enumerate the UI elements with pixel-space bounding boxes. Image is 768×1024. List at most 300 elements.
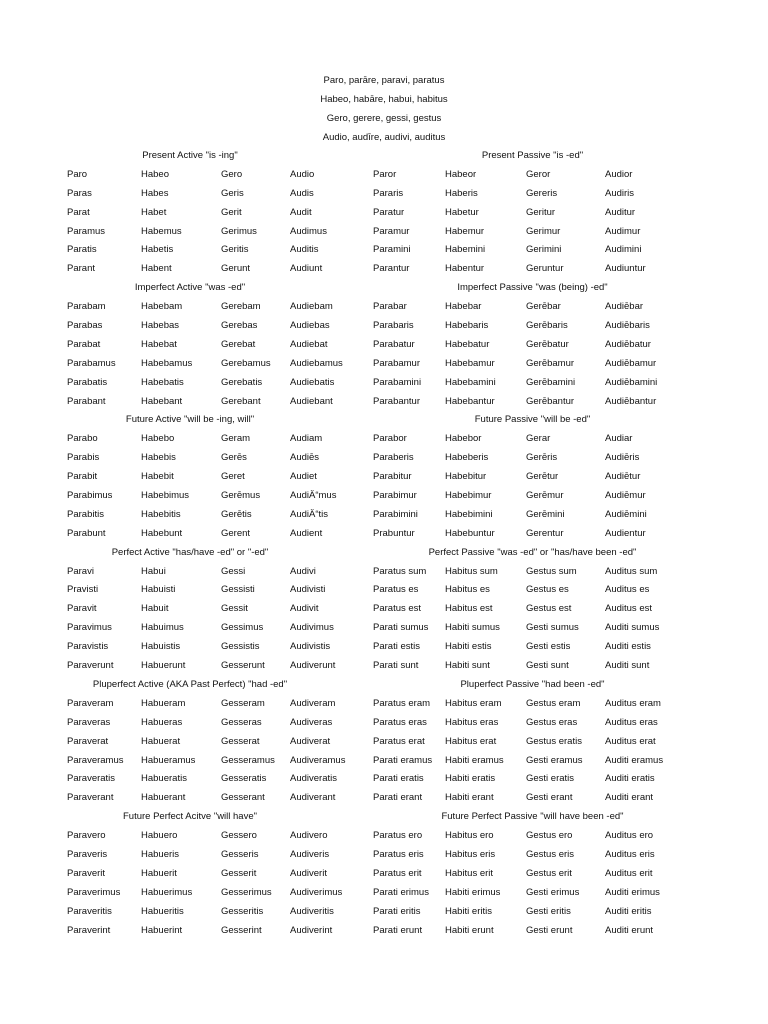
verb-form-cell: Parati erunt [373, 924, 423, 936]
verb-form-cell: Gerit [221, 206, 242, 218]
verb-form-cell: Auditus est [605, 603, 652, 615]
verb-form-cell: Habebimus [141, 490, 190, 502]
future-active-header: Future Active "will be -ing, will" [125, 414, 255, 426]
verb-form-cell: Audiēbar [605, 301, 644, 313]
verb-form-cell: AudiÄ“mus [290, 490, 337, 502]
verb-form-cell: Habebitur [445, 471, 487, 483]
verb-form-cell: Paraverat [67, 735, 109, 747]
verb-form-cell: Audio [290, 168, 315, 180]
verb-form-cell: Gero [221, 168, 243, 180]
verb-form-cell: Parabamini [373, 376, 422, 388]
verb-form-cell: Parabant [67, 395, 106, 407]
verb-form-cell: Audimini [605, 244, 642, 256]
verb-form-cell: Habitus est [445, 603, 493, 615]
verb-form-cell: Habebas [141, 320, 180, 332]
verb-form-cell: Habebar [445, 301, 482, 313]
verb-form-cell: Paratus sum [373, 565, 427, 577]
verb-form-cell: Habuisti [141, 584, 176, 596]
verb-form-cell: Parati sumus [373, 622, 429, 634]
verb-form-cell: Gesserimus [221, 886, 272, 898]
verb-form-cell: Paravit [67, 603, 97, 615]
verb-form-cell: Gerar [526, 433, 551, 445]
verb-form-cell: Habebitis [141, 508, 181, 520]
verb-form-cell: Paramur [373, 225, 410, 237]
verb-form-cell: Gessimus [221, 622, 264, 634]
verb-form-cell: Paratus erit [373, 867, 422, 879]
verb-form-cell: Audiverint [290, 924, 333, 936]
verb-form-cell: Auditi estis [605, 641, 651, 653]
verb-form-cell: Audiris [605, 187, 635, 199]
verb-form-cell: Prabuntur [373, 527, 415, 539]
verb-form-cell: Paraveram [67, 697, 114, 709]
verb-form-cell: Habes [141, 187, 169, 199]
verb-form-cell: Habitus ero [445, 830, 494, 842]
pluperfect-header-row [0, 676, 768, 695]
verb-form-cell: Gesserit [221, 867, 257, 879]
verb-form-cell: Auditus erat [605, 735, 656, 747]
table-row [0, 619, 768, 638]
verb-form-cell: Parati eratis [373, 773, 424, 785]
verb-form-cell: Parabis [67, 452, 100, 464]
title-audio: Audio, audīre, audivi, auditus [322, 132, 446, 143]
verb-form-cell: Auditi sunt [605, 660, 650, 672]
table-row [0, 336, 768, 355]
verb-form-cell: Parabaris [373, 320, 414, 332]
verb-form-cell: Habebantur [445, 395, 495, 407]
table-row [0, 355, 768, 374]
verb-form-cell: Paraveratis [67, 773, 116, 785]
verb-form-cell: Parabas [67, 320, 103, 332]
verb-form-cell: Audiveris [290, 848, 330, 860]
future-perfect-header-row [0, 808, 768, 827]
verb-form-cell: Parant [67, 263, 95, 275]
verb-form-cell: Parabamur [373, 357, 420, 369]
verb-form-cell: Audiveratis [290, 773, 337, 785]
verb-form-cell: Gessistis [221, 641, 260, 653]
table-row [0, 468, 768, 487]
verb-form-cell: Habebatur [445, 338, 490, 350]
table-row [0, 525, 768, 544]
verb-form-cell: Gerunt [221, 263, 251, 275]
verb-form-cell: Pararis [373, 187, 404, 199]
verb-form-cell: Gerebant [221, 395, 261, 407]
verb-form-cell: Gesseram [221, 697, 265, 709]
table-row [0, 638, 768, 657]
verb-form-cell: Audimus [290, 225, 327, 237]
verb-form-cell: Paratus erat [373, 735, 425, 747]
verb-form-cell: Habiti sumus [445, 622, 500, 634]
verb-form-cell: Habemus [141, 225, 182, 237]
verb-form-cell: Audivisti [290, 584, 326, 596]
verb-form-cell: Gesti sumus [526, 622, 579, 634]
verb-form-cell: Habebimur [445, 490, 492, 502]
verb-form-cell: Gessisti [221, 584, 255, 596]
future-passive-header: Future Passive "will be -ed" [474, 414, 591, 426]
verb-form-cell: Gesti erunt [526, 924, 573, 936]
table-row [0, 922, 768, 941]
verb-form-cell: Audiverimus [290, 886, 343, 898]
verb-form-cell: Audivimus [290, 622, 334, 634]
table-row [0, 430, 768, 449]
verb-form-cell: Gestus ero [526, 830, 573, 842]
verb-form-cell: Gerēbamur [526, 357, 575, 369]
verb-form-cell: Audiunt [290, 263, 323, 275]
verb-form-cell: Paratur [373, 206, 405, 218]
verb-form-cell: Gerēmini [526, 508, 565, 520]
verb-form-cell: Habiti eramus [445, 754, 504, 766]
verb-form-cell: Habemini [445, 244, 486, 256]
verb-form-cell: Paro [67, 168, 88, 180]
table-row [0, 317, 768, 336]
verb-form-cell: Habiti sunt [445, 660, 490, 672]
verb-form-cell: Habebat [141, 338, 177, 350]
verb-form-cell: Paras [67, 187, 92, 199]
verb-form-cell: Gerēbar [526, 301, 561, 313]
table-row [0, 695, 768, 714]
verb-form-cell: Habitus es [445, 584, 490, 596]
verb-form-cell: Gesti erant [526, 792, 573, 804]
verb-form-cell: Gesti sunt [526, 660, 569, 672]
verb-form-cell: Habuero [141, 830, 178, 842]
table-row [0, 865, 768, 884]
verb-form-cell: Audiam [290, 433, 323, 445]
verb-form-cell: Auditi erunt [605, 924, 654, 936]
verb-form-cell: Auditus eram [605, 697, 661, 709]
verb-form-cell: Gerimur [526, 225, 561, 237]
pluperfect-active-header: Pluperfect Active (AKA Past Perfect) "had -ed" [92, 678, 288, 690]
verb-form-cell: Auditur [605, 206, 636, 218]
verb-form-cell: Gesti erimus [526, 886, 580, 898]
verb-form-cell: Gerebat [221, 338, 256, 350]
verb-form-cell: Audiēbatur [605, 338, 651, 350]
verb-form-cell: Gerimini [526, 244, 562, 256]
table-row [0, 204, 768, 223]
verb-form-cell: Paratus es [373, 584, 419, 596]
verb-form-cell: Gerētur [526, 471, 559, 483]
verb-form-cell: Audiveras [290, 716, 333, 728]
future-header-row [0, 411, 768, 430]
table-row [0, 827, 768, 846]
present-active-header: Present Active "is -ing" [142, 150, 238, 161]
verb-form-cell: Audivistis [290, 641, 331, 653]
verb-form-cell: Habuerant [141, 792, 186, 804]
table-row [0, 563, 768, 582]
verb-form-cell: Parabamus [67, 357, 116, 369]
pluperfect-passive-header: Pluperfect Passive "had been -ed" [460, 678, 605, 690]
verb-form-cell: Audiuntur [605, 263, 646, 275]
verb-form-cell: Habet [141, 206, 167, 218]
verb-form-cell: Audiebant [290, 395, 333, 407]
verb-form-cell: Parantur [373, 263, 410, 275]
verb-form-cell: Paraveris [67, 848, 108, 860]
table-row [0, 506, 768, 525]
verb-form-cell: AudiÄ“tis [290, 508, 329, 520]
imperfect-active-header: Imperfect Active "was -ed" [134, 282, 246, 294]
verb-form-cell: Audis [290, 187, 314, 199]
verb-form-cell: Habueratis [141, 773, 187, 785]
table-row [0, 884, 768, 903]
verb-form-cell: Habebant [141, 395, 183, 407]
title-habeo: Habeo, habāre, habui, habitus [320, 94, 448, 105]
verb-form-cell: Gerēris [526, 452, 558, 464]
verb-form-cell: Auditus erit [605, 867, 653, 879]
verb-form-cell: Habitus erat [445, 735, 497, 747]
verb-form-cell: Parabat [67, 338, 101, 350]
verb-form-cell: Auditus sum [605, 565, 658, 577]
verb-form-cell: Gestus eratis [526, 735, 582, 747]
verb-form-cell: Paraverant [67, 792, 114, 804]
verb-form-cell: Paravistis [67, 641, 109, 653]
verb-form-cell: Audiet [290, 471, 317, 483]
table-row [0, 657, 768, 676]
verb-form-cell: Auditis [290, 244, 319, 256]
verb-form-cell: Habetur [445, 206, 479, 218]
verb-form-cell: Parati eritis [373, 905, 421, 917]
verb-form-cell: Audientur [605, 527, 646, 539]
verb-form-cell: Habentur [445, 263, 485, 275]
verb-form-cell: Auditi eramus [605, 754, 664, 766]
verb-form-cell: Paratus eris [373, 848, 424, 860]
verb-form-cell: Auditi erant [605, 792, 654, 804]
verb-form-cell: Habemur [445, 225, 485, 237]
verb-form-cell: Audiverat [290, 735, 331, 747]
verb-form-cell: Parabimus [67, 490, 113, 502]
verb-form-cell: Habebaris [445, 320, 489, 332]
verb-form-cell: Auditi eratis [605, 773, 655, 785]
verb-form-cell: Habebamus [141, 357, 193, 369]
verb-form-cell: Gestus sum [526, 565, 577, 577]
verb-form-cell: Paraveras [67, 716, 111, 728]
table-row [0, 449, 768, 468]
verb-form-cell: Audiēbantur [605, 395, 657, 407]
verb-form-cell: Gerebas [221, 320, 258, 332]
verb-form-cell: Paramini [373, 244, 411, 256]
verb-form-cell: Paraverint [67, 924, 111, 936]
verb-form-cell: Gesserunt [221, 660, 265, 672]
verb-form-cell: Audiverit [290, 867, 327, 879]
verb-form-cell: Habebunt [141, 527, 183, 539]
verb-form-cell: Geror [526, 168, 551, 180]
verb-form-cell: Audiebas [290, 320, 330, 332]
verb-form-cell: Habitus eram [445, 697, 502, 709]
verb-form-cell: Habebatis [141, 376, 184, 388]
verb-form-cell: Gerētis [221, 508, 252, 520]
verb-form-cell: Haberis [445, 187, 478, 199]
table-row [0, 260, 768, 279]
verb-form-cell: Geram [221, 433, 251, 445]
verb-form-cell: Gerent [221, 527, 251, 539]
verb-form-cell: Gerēbamini [526, 376, 576, 388]
verb-form-cell: Parati sunt [373, 660, 419, 672]
verb-form-cell: Paravero [67, 830, 106, 842]
verb-form-cell: Gesseris [221, 848, 259, 860]
verb-form-cell: Paraveritis [67, 905, 112, 917]
verb-form-cell: Gessi [221, 565, 246, 577]
verb-form-cell: Paratus est [373, 603, 422, 615]
verb-form-cell: Gesseritis [221, 905, 264, 917]
verb-form-cell: Audiveritis [290, 905, 334, 917]
verb-form-cell: Habebamini [445, 376, 496, 388]
verb-form-cell: Habuit [141, 603, 169, 615]
title-paro: Paro, parāre, paravi, paratus [323, 75, 445, 86]
present-header-row [0, 147, 768, 166]
verb-form-cell: Parati erant [373, 792, 423, 804]
verb-form-cell: Gesserant [221, 792, 265, 804]
verb-form-cell: Paraverit [67, 867, 106, 879]
verb-form-cell: Habuerit [141, 867, 177, 879]
table-row [0, 241, 768, 260]
verb-form-cell: Gerebatis [221, 376, 263, 388]
verb-form-cell: Paror [373, 168, 397, 180]
verb-form-cell: Audivi [290, 565, 316, 577]
verb-form-cell: Habuerimus [141, 886, 193, 898]
verb-form-cell: Parabimini [373, 508, 418, 520]
verb-form-cell: Geris [221, 187, 244, 199]
verb-form-cell: Paratus eram [373, 697, 431, 709]
verb-form-cell: Gerentur [526, 527, 564, 539]
verb-form-cell: Parati erimus [373, 886, 429, 898]
verb-form-cell: Gestus eris [526, 848, 575, 860]
verb-form-cell: Paratus ero [373, 830, 423, 842]
table-row [0, 903, 768, 922]
table-row [0, 752, 768, 771]
verb-form-cell: Geritis [221, 244, 249, 256]
verb-form-cell: Gessit [221, 603, 248, 615]
verb-form-cell: Auditi eritis [605, 905, 652, 917]
verb-form-cell: Habebamur [445, 357, 495, 369]
verb-form-cell: Parabo [67, 433, 98, 445]
verb-form-cell: Auditi sumus [605, 622, 660, 634]
verb-form-cell: Gesserint [221, 924, 262, 936]
verb-form-cell: Gerēmus [221, 490, 261, 502]
verb-form-cell: Habitus eris [445, 848, 496, 860]
verb-form-cell: Audiveramus [290, 754, 346, 766]
verb-form-cell: Audiēbaris [605, 320, 650, 332]
verb-form-cell: Paratis [67, 244, 97, 256]
perfect-active-header: Perfect Active "has/have -ed" or "-ed" [111, 546, 269, 558]
table-row [0, 166, 768, 185]
table-row [0, 770, 768, 789]
imperfect-header-row [0, 279, 768, 298]
verb-form-cell: Gesseratis [221, 773, 267, 785]
verb-form-cell: Gerebamus [221, 357, 271, 369]
verb-form-cell: Auditus es [605, 584, 650, 596]
verb-form-cell: Habent [141, 263, 172, 275]
verb-form-cell: Paravi [67, 565, 94, 577]
verb-form-cell: Paravimus [67, 622, 112, 634]
verb-form-cell: Audiēris [605, 452, 640, 464]
verb-form-cell: Audiebat [290, 338, 328, 350]
verb-form-cell: Habiti estis [445, 641, 492, 653]
verb-form-cell: Audit [290, 206, 312, 218]
verb-form-cell: Gestus eras [526, 716, 578, 728]
verb-form-cell: Audiēmini [605, 508, 647, 520]
verb-form-cell: Audiveram [290, 697, 336, 709]
verb-form-cell: Habitus erit [445, 867, 494, 879]
table-row [0, 846, 768, 865]
verb-form-cell: Gesseramus [221, 754, 275, 766]
verb-form-cell: Auditus ero [605, 830, 654, 842]
verb-form-cell: Habueram [141, 697, 186, 709]
verb-form-cell: Gestus es [526, 584, 569, 596]
verb-form-cell: Audiebam [290, 301, 333, 313]
verb-form-cell: Gestus eram [526, 697, 581, 709]
verb-form-cell: Audiverant [290, 792, 336, 804]
verb-form-cell: Habueramus [141, 754, 196, 766]
verb-form-cell: Paraverunt [67, 660, 114, 672]
verb-form-cell: Habui [141, 565, 166, 577]
verb-form-cell: Geruntur [526, 263, 564, 275]
future-perfect-active-header: Future Perfect Acitve "will have" [123, 811, 257, 823]
imperfect-passive-header: Imperfect Passive "was (being) -ed" [457, 282, 608, 294]
verb-form-cell: Gestus erit [526, 867, 572, 879]
verb-form-cell: Habuerunt [141, 660, 186, 672]
verb-form-cell: Gerēs [221, 452, 247, 464]
verb-form-cell: Parabunt [67, 527, 106, 539]
title-gero: Gero, gerere, gessi, gestus [326, 113, 442, 124]
verb-form-cell: Habitus sum [445, 565, 498, 577]
verb-form-cell: Habitus eras [445, 716, 499, 728]
verb-form-cell: Gesserat [221, 735, 260, 747]
verb-form-cell: Pravisti [67, 584, 99, 596]
verb-form-cell: Auditus eras [605, 716, 658, 728]
perfect-passive-header: Perfect Passive "was -ed" or "has/have been -ed" [428, 546, 637, 558]
verb-form-cell: Auditus eris [605, 848, 655, 860]
table-row [0, 789, 768, 808]
table-row [0, 600, 768, 619]
verb-form-cell: Audiverunt [290, 660, 336, 672]
verb-form-cell: Habebor [445, 433, 482, 445]
verb-form-cell: Audiēbamini [605, 376, 658, 388]
table-row [0, 298, 768, 317]
verb-form-cell: Parabatis [67, 376, 108, 388]
verb-form-cell: Gerēbatur [526, 338, 569, 350]
table-row [0, 223, 768, 242]
table-row [0, 487, 768, 506]
verb-form-cell: Audiebamus [290, 357, 343, 369]
perfect-header-row [0, 544, 768, 563]
verb-form-cell: Audivero [290, 830, 328, 842]
verb-form-cell: Gestus est [526, 603, 572, 615]
verb-form-cell: Habuimus [141, 622, 184, 634]
verb-form-cell: Geritur [526, 206, 556, 218]
verb-form-cell: Audiēs [290, 452, 320, 464]
verb-form-cell: Habetis [141, 244, 174, 256]
verb-form-cell: Audiēbamur [605, 357, 657, 369]
verb-form-cell: Gerēmur [526, 490, 564, 502]
verb-form-cell: Parabantur [373, 395, 421, 407]
table-row [0, 393, 768, 412]
verb-form-cell: Gerēbaris [526, 320, 568, 332]
verb-form-cell: Habeo [141, 168, 169, 180]
verb-form-cell: Habebimini [445, 508, 493, 520]
verb-form-cell: Audivit [290, 603, 319, 615]
verb-form-cell: Parabam [67, 301, 106, 313]
verb-form-cell: Audient [290, 527, 323, 539]
table-row [0, 185, 768, 204]
verb-form-cell: Gerimus [221, 225, 257, 237]
verb-form-cell: Habebit [141, 471, 174, 483]
table-row [0, 714, 768, 733]
verb-form-cell: Habueris [141, 848, 180, 860]
verb-form-cell: Audiētur [605, 471, 641, 483]
verb-form-cell: Habeor [445, 168, 477, 180]
verb-form-cell: Gesti eratis [526, 773, 575, 785]
table-row [0, 733, 768, 752]
verb-form-cell: Habiti erunt [445, 924, 494, 936]
verb-form-cell: Paraveramus [67, 754, 124, 766]
verb-form-cell: Gerebam [221, 301, 261, 313]
